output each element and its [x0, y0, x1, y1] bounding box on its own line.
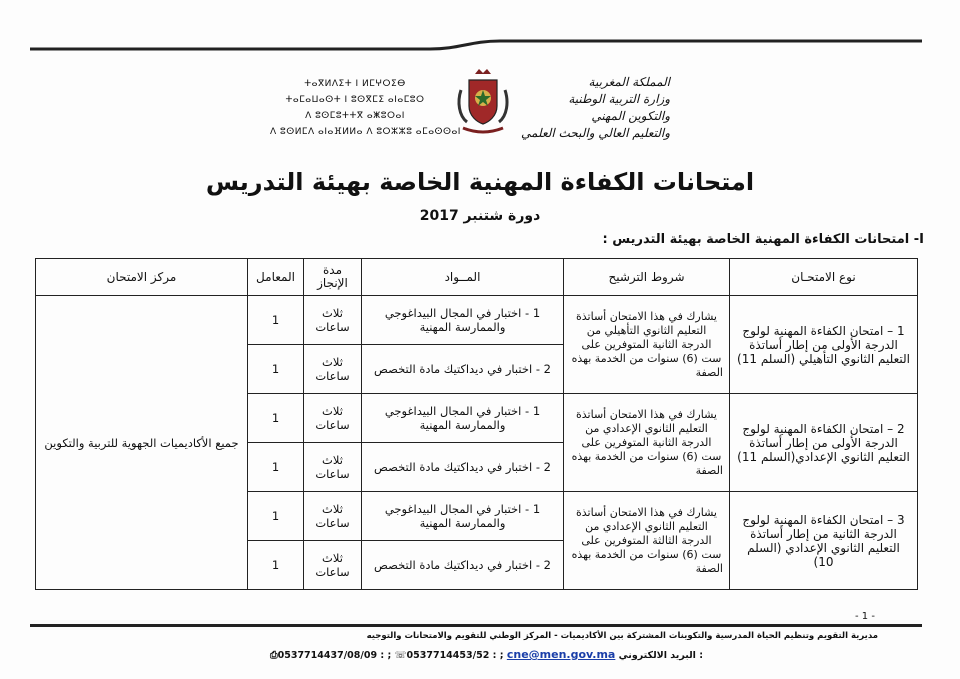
- coefficient-cell: 1: [248, 443, 304, 492]
- duration-cell: ثلاث ساعات: [304, 394, 362, 443]
- header-wave-line: [30, 39, 922, 53]
- subject-cell: 1 - اختبار في المجال البيداغوجي والممارسة المهنية: [362, 394, 564, 443]
- subject-cell: 1 - اختبار في المجال البيداغوجي والممارسة المهنية: [362, 296, 564, 345]
- header-duration: مدة الإنجاز: [304, 259, 362, 296]
- ministry-tifinagh-header: [270, 76, 461, 140]
- phone-icon: ☏: [394, 650, 407, 661]
- header-exam-type: نوع الامتحـان: [730, 259, 918, 296]
- exam-type-cell: 2 – امتحان الكفاءة المهنية لولوج الدرجة الأولى من إطار أساتذة التعليم الثانوي الإعدادي(السلم 11): [730, 394, 918, 492]
- ministry-arabic-header: [505, 74, 670, 142]
- duration-cell: ثلاث ساعات: [304, 541, 362, 590]
- arabic-header-line: والتعليم العالي والبحث العلمي: [521, 126, 670, 140]
- exam-center-cell: جميع الأكاديميات الجهوية للتربية والتكوين: [36, 296, 248, 590]
- coefficient-cell: 1: [248, 345, 304, 394]
- tifinagh-header-line: ⵜⴰⵎⴰⵡⴰⵙⵜ ⵏ ⵓⵙⴳⵎⵉ ⴰⵏⴰⵎⵓⵔ: [285, 95, 425, 105]
- subject-cell: 2 - اختبار في ديداكتيك مادة التخصص: [362, 541, 564, 590]
- arabic-header-line: وزارة التربية الوطنية: [568, 92, 670, 106]
- exam-type-cell: 1 – امتحان الكفاءة المهنية لولوج الدرجة الأولى من إطار أساتذة التعليم الثانوي التأهيلي (السلم 11): [730, 296, 918, 394]
- coefficient-cell: 1: [248, 541, 304, 590]
- arabic-header-line: والتكوين المهني: [591, 109, 670, 123]
- tifinagh-header-line: ⵜⴰⴳⵍⴷⵉⵜ ⵏ ⵍⵎⵖⵔⵉⴱ: [304, 79, 406, 89]
- footer-divider: [30, 624, 922, 627]
- subject-cell: 2 - اختبار في ديداكتيك مادة التخصص: [362, 345, 564, 394]
- footer-contact: ⎙0537714437/08/09 : ; ☏0537714453/52 : ; cne@men.gov.ma : البريد الالكتروني: [270, 648, 704, 661]
- footer-directorate: مديرية التقويم وتنظيم الحياة المدرسية والتكوينات المشتركة بين الأكاديميات - المركز الوطني للتقويم والامتحانات والتوجيه: [366, 631, 878, 641]
- coefficient-cell: 1: [248, 492, 304, 541]
- header-center: مركز الامتحان: [36, 259, 248, 296]
- phone-number: 0537714453/52 :: [406, 650, 497, 661]
- tifinagh-header-line: ⴷ ⵓⵙⵍⵎⴷ ⴰⵏⴰⴼⵍⵍⴰ ⴷ ⵓⵔⵣⵣⵓ ⴰⵎⴰⵙⵙⴰⵏ: [270, 127, 461, 137]
- coefficient-cell: 1: [248, 296, 304, 345]
- session-subtitle: دورة شتنبر 2017: [419, 208, 541, 224]
- table-row: [36, 296, 918, 345]
- duration-cell: ثلاث ساعات: [304, 345, 362, 394]
- arabic-header-line: المملكة المغربية: [588, 75, 670, 89]
- duration-cell: ثلاث ساعات: [304, 492, 362, 541]
- document-title: امتحانات الكفاءة المهنية الخاصة بهيئة التدريس: [205, 168, 755, 196]
- exam-type-cell: 3 – امتحان الكفاءة المهنية لولوج الدرجة الثانية من إطار أساتذة التعليم الثانوي الإعدادي (السلم 10): [730, 492, 918, 590]
- header-subjects: المــواد: [362, 259, 564, 296]
- section-heading: I- امتحانات الكفاءة المهنية الخاصة بهيئة التدريس :: [602, 232, 924, 247]
- email-label: : البريد الالكتروني: [618, 650, 704, 661]
- fax-number: 0537714437/08/09 :: [277, 650, 385, 661]
- header-conditions: شروط الترشيح: [564, 259, 730, 296]
- conditions-cell: يشارك في هذا الامتحان أساتذة التعليم الثانوي الإعدادي من الدرجة الثالثة المتوفرين على ست (6) سنوات من الخدمة بهذه الصفة: [564, 492, 730, 590]
- tifinagh-header-line: ⴷ ⵓⵙⵎⵓⵜⵜⴳ ⴰⵥⵓⵔⴰⵏ: [305, 111, 405, 121]
- subject-cell: 2 - اختبار في ديداكتيك مادة التخصص: [362, 443, 564, 492]
- table-header-row: [36, 259, 918, 296]
- moroccan-coat-of-arms-emblem: [455, 68, 511, 136]
- coefficient-cell: 1: [248, 394, 304, 443]
- header-coefficient: المعامل: [248, 259, 304, 296]
- conditions-cell: يشارك في هذا الامتحان أساتذة التعليم الثانوي الإعدادي من الدرجة الثانية المتوفرين على ست (6) سنوات من الخدمة بهذه الصفة: [564, 394, 730, 492]
- conditions-cell: يشارك في هذا الامتحان أساتذة التعليم الثانوي التأهيلي من الدرجة الثانية المتوفرين على ست (6) سنوات من الخدمة بهذه الصفة: [564, 296, 730, 394]
- subject-cell: 1 - اختبار في المجال البيداغوجي والممارسة المهنية: [362, 492, 564, 541]
- email-link[interactable]: cne@men.gov.ma: [506, 648, 616, 661]
- page-number: - 1 -: [855, 611, 875, 622]
- duration-cell: ثلاث ساعات: [304, 443, 362, 492]
- duration-cell: ثلاث ساعات: [304, 296, 362, 345]
- fax-icon: ⎙: [270, 650, 278, 661]
- exams-table: [35, 258, 918, 590]
